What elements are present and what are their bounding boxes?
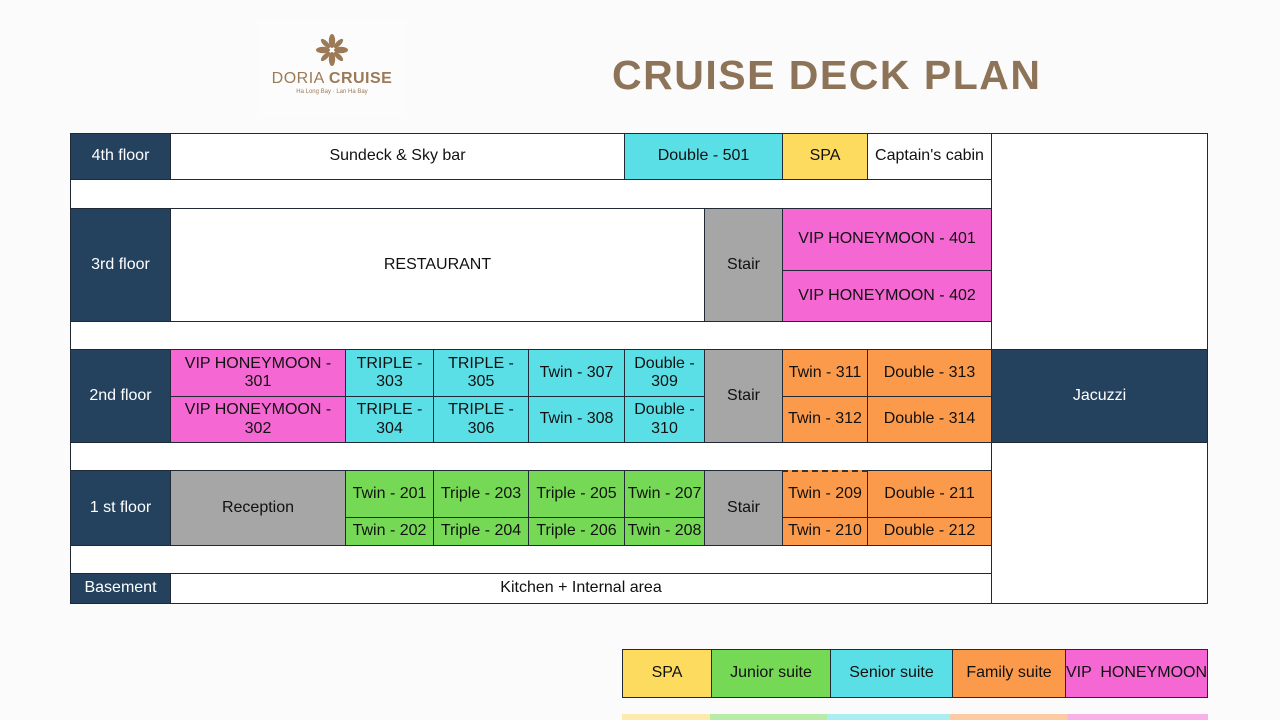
spa-area: SPA [782, 133, 868, 180]
room-double-501: Double - 501 [624, 133, 783, 180]
room-twin-311: Twin - 311 [782, 349, 868, 397]
room-triple-303: TRIPLE - 303 [345, 349, 434, 397]
room-twin-202: Twin - 202 [345, 517, 434, 546]
brand-name: DORIA CRUISE [271, 70, 393, 87]
room-double-211: Double - 211 [867, 470, 992, 518]
room-vip-302: VIP HONEYMOON - 302 [170, 396, 346, 443]
room-twin-210: Twin - 210 [782, 517, 868, 546]
reception-area: Reception [170, 470, 346, 546]
kitchen-area: Kitchen + Internal area [170, 573, 992, 604]
legend-junior-suite: Junior suite [711, 649, 831, 698]
room-vip-402: VIP HONEYMOON - 402 [782, 270, 992, 322]
floor-label-3rd: 3rd floor [70, 208, 171, 322]
deck-spacer [70, 321, 992, 350]
room-double-212: Double - 212 [867, 517, 992, 546]
room-double-310: Double - 310 [624, 396, 705, 443]
room-double-314: Double - 314 [867, 396, 992, 443]
deck-spacer [70, 545, 992, 574]
room-triple-204: Triple - 204 [433, 517, 529, 546]
room-triple-206: Triple - 206 [528, 517, 625, 546]
deck-spacer [70, 442, 992, 471]
page-title: CRUISE DECK PLAN [612, 52, 1042, 98]
room-vip-401: VIP HONEYMOON - 401 [782, 208, 992, 271]
room-vip-301: VIP HONEYMOON - 301 [170, 349, 346, 397]
legend-senior-suite: Senior suite [830, 649, 953, 698]
deck-spacer [70, 179, 992, 209]
stair-2nd: Stair [704, 349, 783, 443]
room-double-313: Double - 313 [867, 349, 992, 397]
restaurant-area: RESTAURANT [170, 208, 705, 322]
room-twin-208: Twin - 208 [624, 517, 705, 546]
jacuzzi-area: Jacuzzi [991, 349, 1208, 443]
floor-label-basement: Basement [70, 573, 171, 604]
room-twin-307: Twin - 307 [528, 349, 625, 397]
room-twin-312: Twin - 312 [782, 396, 868, 443]
brand-logo [258, 20, 406, 118]
floor-label-1st: 1 st floor [70, 470, 171, 546]
stair-3rd: Stair [704, 208, 783, 322]
right-open-area-lower [991, 442, 1208, 604]
room-twin-207: Twin - 207 [624, 470, 705, 518]
brand-tagline: Ha Long Bay · Lan Ha Bay [296, 89, 368, 95]
lotus-logo-icon [314, 32, 350, 68]
stair-1st: Stair [704, 470, 783, 546]
floor-label-2nd: 2nd floor [70, 349, 171, 443]
room-triple-205: Triple - 205 [528, 470, 625, 518]
room-triple-203: Triple - 203 [433, 470, 529, 518]
legend-vip-honeymoon: VIP HONEYMOON [1065, 649, 1208, 698]
legend-reflection [622, 714, 1208, 720]
room-double-309: Double - 309 [624, 349, 705, 397]
room-triple-306: TRIPLE - 306 [433, 396, 529, 443]
captains-cabin: Captain's cabin [867, 133, 992, 180]
room-triple-305: TRIPLE - 305 [433, 349, 529, 397]
legend-family-suite: Family suite [952, 649, 1066, 698]
room-twin-209: Twin - 209 [782, 470, 868, 518]
room-twin-308: Twin - 308 [528, 396, 625, 443]
room-triple-304: TRIPLE - 304 [345, 396, 434, 443]
floor-label-4th: 4th floor [70, 133, 171, 180]
right-open-area [991, 133, 1208, 350]
sundeck-area: Sundeck & Sky bar [170, 133, 625, 180]
room-twin-201: Twin - 201 [345, 470, 434, 518]
legend-spa: SPA [622, 649, 712, 698]
